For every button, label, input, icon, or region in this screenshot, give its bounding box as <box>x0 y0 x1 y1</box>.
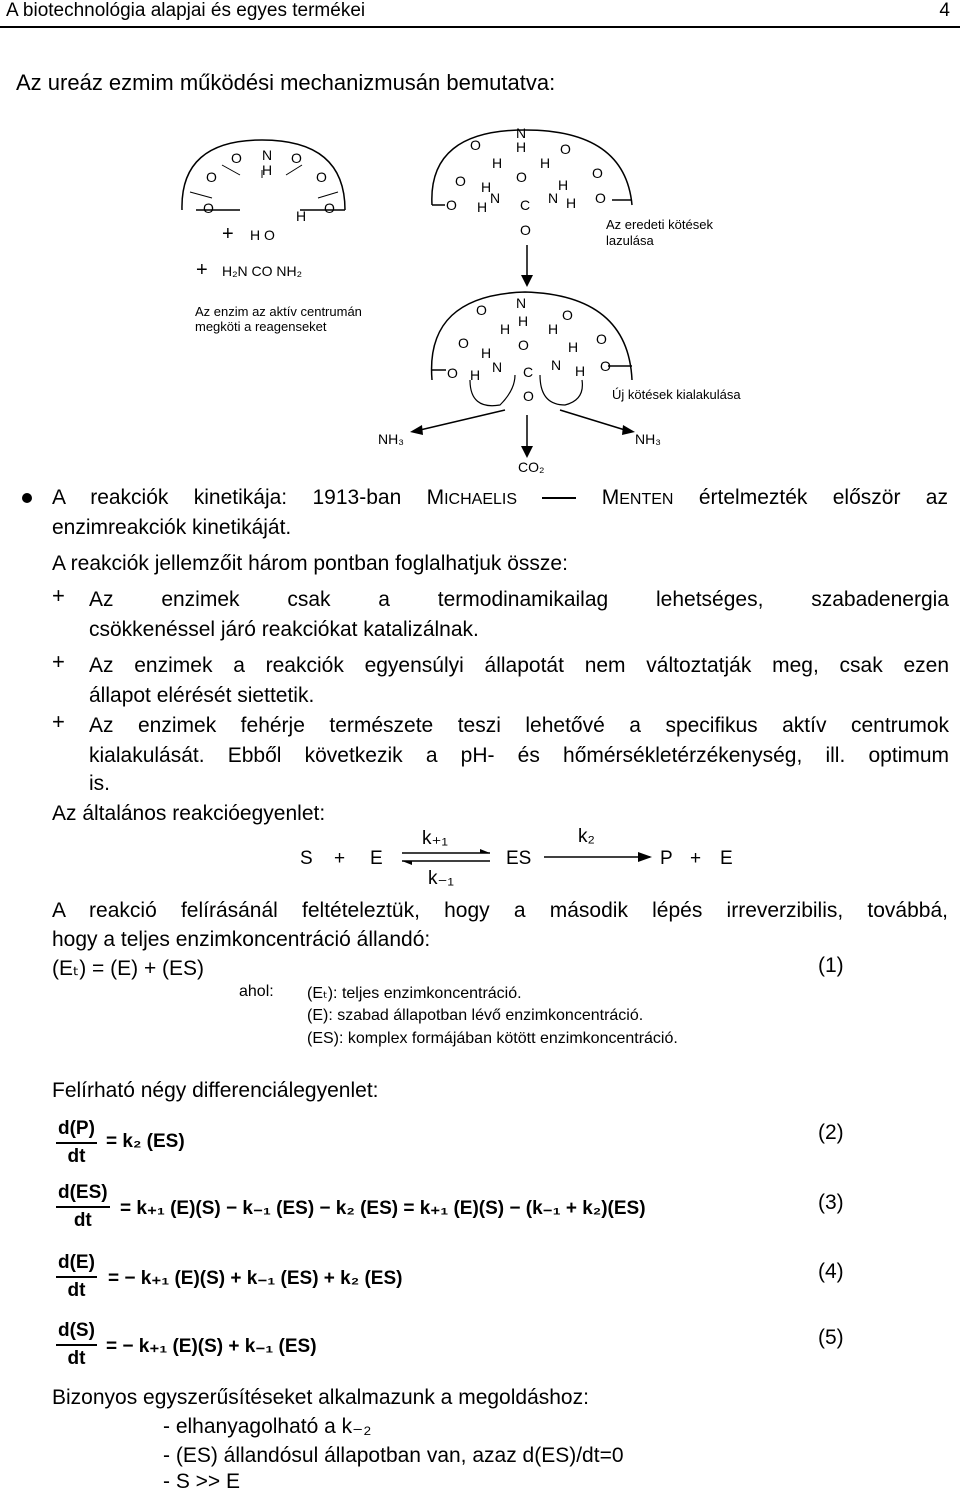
svg-text:O: O <box>560 141 571 157</box>
svg-text:O: O <box>596 331 607 347</box>
svg-text:H: H <box>477 199 488 215</box>
eq3-fraction: $\frac{d(ES)}{dt}$ <box>58 1182 108 1231</box>
svg-text:C: C <box>523 364 534 380</box>
svg-text:E: E <box>720 848 733 869</box>
svg-text:O: O <box>592 165 603 181</box>
eq2-rhs: = k₂ (ES) <box>106 1131 185 1152</box>
svg-text:N: N <box>551 357 562 373</box>
nh3-left-label: NH₃ <box>378 431 404 447</box>
svg-text:O: O <box>447 365 458 381</box>
point-3-line1: Az enzimek fehérje természete teszi lehetővé a specifikus aktív centrumok <box>89 714 949 737</box>
rate-k-minus1: k₋₁ <box>428 868 454 889</box>
bullet-dot <box>22 493 32 503</box>
svg-text:H: H <box>575 363 586 379</box>
caption-loosen-1: Az eredeti kötések <box>606 217 713 232</box>
plus-marker-1: + <box>52 583 65 608</box>
urease-mechanism-diagram <box>0 120 960 480</box>
svg-text:H: H <box>548 321 559 337</box>
svg-text:H: H <box>516 139 527 155</box>
eq4-rhs: = − k₊₁ (E)(S) + k₋₁ (ES) + k₂ (ES) <box>108 1268 403 1289</box>
where-item-3: (ES): komplex formájában kötött enzimkoncentráció. <box>307 1030 678 1047</box>
svg-text:O: O <box>291 150 302 166</box>
co2-label: CO₂ <box>518 459 545 475</box>
point-3-line2: kialakulását. Ebből következik a pH- és hőmérsékletérzékenység, ill. optimum <box>89 744 949 767</box>
svg-text:H: H <box>492 155 503 171</box>
section-heading: Az ureáz ezmim működési mechanizmusán bemutatva: <box>16 70 556 95</box>
svg-text:O: O <box>523 388 534 404</box>
where-label: ahol: <box>239 983 274 1000</box>
arrow-down-1 <box>521 275 533 287</box>
eq3-number: (3) <box>818 1191 844 1214</box>
general-eq-label: Az általános reakcióegyenlet: <box>52 802 326 825</box>
eq4-fraction: $\frac{d(E)}{dt}$ <box>58 1252 95 1301</box>
simplifications-label: Bizonyos egyszerűsítéseket alkalmazunk a megoldáshoz: <box>52 1386 589 1409</box>
svg-text:O: O <box>518 337 529 353</box>
caption-enzyme-1: Az enzim az aktív centrumán <box>195 304 362 319</box>
svg-text:H: H <box>262 162 273 178</box>
svg-text:O: O <box>455 173 466 189</box>
point-3-line3: is. <box>89 772 110 795</box>
svg-text:O: O <box>516 169 527 185</box>
point-1-line2: csökkenéssel járó reakciókat katalizálnak. <box>89 618 479 641</box>
scheme-E: E <box>370 848 383 869</box>
water-label: H O <box>250 227 275 243</box>
svg-text:N: N <box>492 359 503 375</box>
svg-text:H: H <box>500 321 511 337</box>
svg-text:O: O <box>458 335 469 351</box>
svg-text:O: O <box>470 137 481 153</box>
svg-text:H: H <box>481 179 492 195</box>
scheme-S: S <box>300 848 313 869</box>
svg-text:H: H <box>296 208 307 224</box>
point-2-line2: állapot elérését siettetik. <box>89 684 315 707</box>
equation-1: (Eₜ) = (E) + (ES) <box>52 957 205 980</box>
svg-text:O: O <box>520 222 531 238</box>
eq5-rhs: = − k₊₁ (E)(S) + k₋₁ (ES) <box>106 1336 317 1357</box>
svg-text:H: H <box>470 367 481 383</box>
svg-text:O: O <box>600 358 611 374</box>
kinetics-line2: enzimreakciók kinetikáját. <box>52 516 292 539</box>
svg-text:O: O <box>476 302 487 318</box>
svg-text:H: H <box>566 195 577 211</box>
eq4-number: (4) <box>818 1260 844 1283</box>
eq5-fraction: $\frac{d(S)}{dt}$ <box>58 1320 95 1369</box>
plus-marker-3: + <box>52 709 65 734</box>
rate-k-plus1: k₊₁ <box>422 828 448 849</box>
page-header <box>0 0 960 28</box>
scheme-P: P <box>660 848 673 869</box>
svg-text:+: + <box>334 848 346 869</box>
svg-text:+: + <box>690 848 702 869</box>
where-item-2: (E): szabad állapotban lévő enzimkoncentráció. <box>307 1007 644 1024</box>
svg-text:O: O <box>203 200 214 216</box>
svg-text:H: H <box>481 345 492 361</box>
eq2-fraction: $\frac{d(P)}{dt}$ <box>58 1118 95 1167</box>
equation-1-number: (1) <box>818 954 844 977</box>
svg-text:O: O <box>595 190 606 206</box>
diff-equations-label: Felírható négy differenciálegyenlet: <box>52 1079 379 1102</box>
svg-text:H: H <box>558 177 569 193</box>
plus-sign: + <box>222 223 234 245</box>
svg-text:O: O <box>324 200 335 216</box>
svg-text:N: N <box>548 190 559 206</box>
svg-text:H: H <box>568 339 579 355</box>
eq5-number: (5) <box>818 1326 844 1349</box>
nh3-right-label: NH₃ <box>635 431 661 447</box>
assumption-line2: hogy a teljes enzimkoncentráció állandó: <box>52 928 431 951</box>
simplification-2: - (ES) állandósul állapotban van, azaz d(ES)/dt=0 <box>163 1444 624 1467</box>
svg-text:O: O <box>231 150 242 166</box>
scheme-ES: ES <box>506 848 532 869</box>
where-item-1: (Eₜ): teljes enzimkoncentráció. <box>307 985 522 1002</box>
svg-text:H: H <box>518 313 529 329</box>
svg-text:+: + <box>196 259 208 281</box>
point-1-line1: Az enzimek csak a termodinamikailag lehetséges, szabadenergia <box>89 588 949 611</box>
urea-label: H₂N CO NH₂ <box>222 263 303 279</box>
caption-loosen-2: lazulása <box>606 233 654 248</box>
caption-enzyme-2: megköti a reagenseket <box>195 319 327 334</box>
svg-text:N: N <box>516 125 527 141</box>
svg-text:O: O <box>206 169 217 185</box>
point-2-line1: Az enzimek a reakciók egyensúlyi állapotát nem változtatják meg, csak ezen <box>89 654 949 677</box>
page-number: 4 <box>939 0 950 21</box>
svg-text:N: N <box>490 190 501 206</box>
svg-text:H: H <box>540 155 551 171</box>
caption-new-bonds: Új kötések kialakulása <box>612 387 741 402</box>
intro-text: A reakciók jellemzőit három pontban foglalhatjuk össze: <box>52 552 568 575</box>
svg-text:O: O <box>562 307 573 323</box>
svg-text:N: N <box>516 295 527 311</box>
plus-marker-2: + <box>52 649 65 674</box>
simplification-3: - S >> E <box>163 1470 241 1493</box>
svg-text:C: C <box>520 197 531 213</box>
eq2-number: (2) <box>818 1121 844 1144</box>
kinetics-line1: A reakciók kinetikája: 1913-ban MICHAELIS MENTEN értelmezték először az <box>52 486 948 509</box>
header-title: A biotechnológia alapjai és egyes termékei <box>6 0 366 21</box>
simplification-1: - elhanyagolható a k₋₂ <box>163 1415 372 1438</box>
assumption-line1: A reakció felírásánál feltételeztük, hogy a második lépés irreverzibilis, továbbá, <box>52 899 948 922</box>
svg-text:N: N <box>262 147 273 163</box>
reaction-scheme <box>290 820 750 895</box>
svg-text:O: O <box>446 197 457 213</box>
rate-k2: k₂ <box>578 826 595 847</box>
svg-text:O: O <box>316 169 327 185</box>
eq3-rhs: = k₊₁ (E)(S) − k₋₁ (ES) − k₂ (ES) = k₊₁ (E)(S) − (k₋₁ + k₂)(ES) <box>120 1198 646 1219</box>
